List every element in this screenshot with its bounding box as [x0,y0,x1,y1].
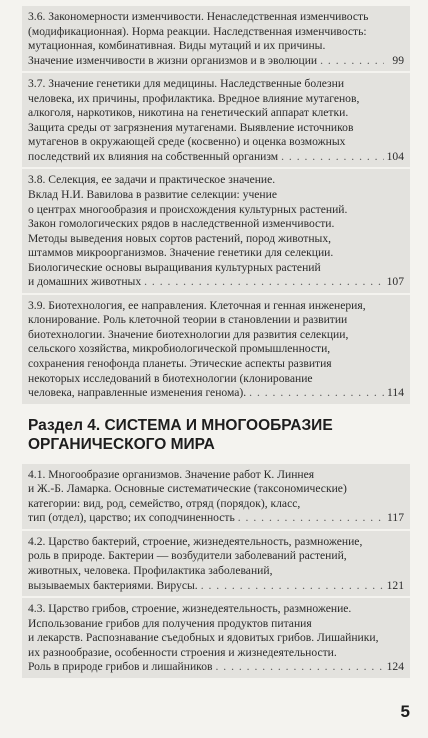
dot-leader [278,150,384,165]
dot-leader [235,511,384,526]
toc-line: биотехнологии. Значение биотехнологии для развития селекции, [28,327,349,341]
toc-last-line [28,386,404,401]
toc-line: мутагенов в окружающей среде (косвенно) и оценка возможных [28,135,346,149]
toc-last-line [28,660,404,675]
table-of-contents [22,6,410,680]
toc-line: 3.6. Закономерности изменчивости. Ненаследственная изменчивость [28,10,369,23]
section-heading [28,416,404,454]
dot-leader [317,54,384,69]
page-ref: 121 [386,578,404,592]
toc-line: мутационная, комбинативная. Виды мутаций и их причины. [28,39,326,53]
dot-leader [246,386,384,401]
page-ref: 99 [392,53,404,67]
toc-line: Использование грибов для получения продуктов питания [28,616,312,630]
dot-leader [141,275,384,290]
dot-leader [212,660,384,675]
toc-line: Биологические основы выращивания культурных растений [28,260,321,274]
toc-line: клонирование. Роль клеточной теории в становлении и развитии [28,313,348,327]
toc-line: и лекарств. Распознавание съедобных и ядовитых грибов. Лишайники, [28,631,379,645]
toc-line: Закон гомологических рядов в наследственной изменчивости. [28,217,335,231]
toc-entry-4-1 [22,464,410,529]
toc-line: о центрах многообразия и происхождения культурных растений. [28,202,348,216]
toc-line: человека, направленные изменения генома). [28,386,247,400]
toc-line: (модификационная). Норма реакции. Наследственная изменчивость: [28,24,367,38]
toc-entry-3-7 [22,73,410,167]
dot-leader [198,579,384,594]
page-number: 5 [400,702,410,721]
page-ref: 124 [386,660,404,674]
page-ref: 107 [386,275,404,289]
toc-line: Роль в природе грибов и лишайников [28,660,213,674]
page-ref: 117 [387,511,404,525]
toc-line: и домашних животных [28,275,142,289]
toc-entry-4-2 [22,531,410,596]
toc-last-line [28,54,404,69]
toc-line: некоторых исследований в биотехнологии (клонирование [28,371,313,385]
toc-line: категории: вид, род, семейство, отряд (порядок), класс, [28,496,301,510]
toc-line: животных, человека. Профилактика заболеваний, [28,563,273,577]
toc-line: роль в природе. Бактерии — возбудители заболеваний растений, [28,549,347,563]
toc-last-line [28,511,404,526]
toc-entry-3-6 [22,6,410,71]
section-heading-line: Раздел 4. СИСТЕМА И МНОГООБРАЗИЕ [28,416,333,434]
page-ref: 114 [387,386,404,400]
toc-line: 3.8. Селекция, ее задачи и практическое значение. [28,173,276,187]
toc-entry-3-8 [22,169,410,292]
toc-last-line [28,150,404,165]
toc-line: сельского хозяйства, микробиологической промышленности, [28,342,331,356]
toc-line: 4.3. Царство грибов, строение, жизнедеятельность, размножение. [28,602,352,616]
toc-line: Вклад Н.И. Вавилова в развитие селекции: учение [28,188,277,202]
toc-line: последствий их влияния на собственный организм [28,149,279,163]
toc-line: сохранения генофонда планеты. Этические аспекты развития [28,357,332,371]
toc-line: их разнообразие, особенности строения и жизнедеятельности. [28,645,337,659]
toc-line: алкоголя, наркотиков, никотина на генетический аппарат клетки. [28,106,349,120]
toc-line: Методы выведения новых сортов растений, пород животных, [28,231,332,245]
toc-last-line [28,579,404,594]
toc-line: человека, их причины, профилактика. Вредное влияние мутагенов, [28,91,360,105]
toc-line: и Ж.-Б. Ламарка. Основные систематические (таксономические) [28,482,347,496]
toc-line: 4.1. Многообразие организмов. Значение работ К. Линнея [28,467,315,481]
toc-entry-4-3 [22,598,410,678]
toc-line: Значение изменчивости в жизни организмов и в эволюции [28,53,318,67]
toc-line: 3.7. Значение генетики для медицины. Наследственные болезни [28,77,345,91]
toc-line: штаммов микроорганизмов. Значение генетики для селекции. [28,246,334,260]
toc-line: вызываемых бактериями. Вирусы. [28,578,198,592]
toc-entry-3-9 [22,295,410,404]
toc-line: Защита среды от загрязнения мутагенами. Выявление источников [28,120,354,134]
toc-last-line [28,275,404,290]
toc-line: 3.9. Биотехнология, ее направления. Клеточная и генная инженерия, [28,298,366,312]
page-ref: 104 [386,149,404,163]
section-heading-line: ОРГАНИЧЕСКОГО МИРА [28,435,215,453]
toc-line: 4.2. Царство бактерий, строение, жизнедеятельность, размножение, [28,534,363,548]
toc-line: тип (отдел), царство; их соподчиненность [28,511,235,525]
